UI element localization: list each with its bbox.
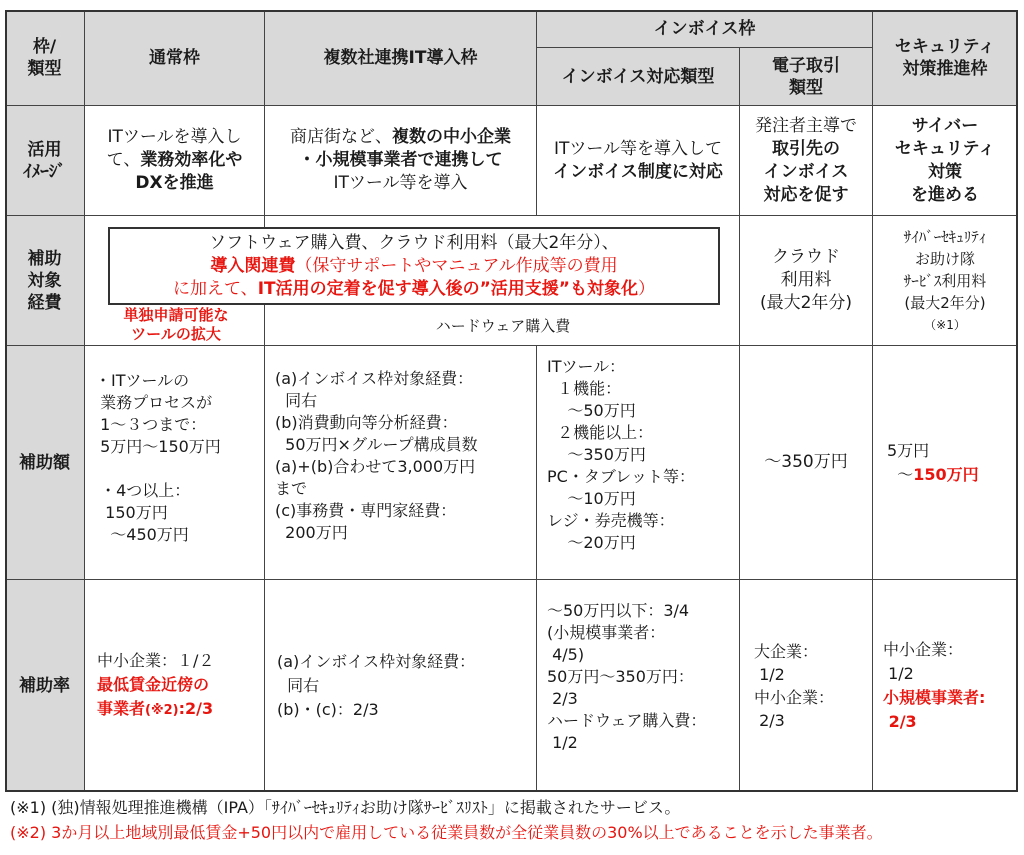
header-corner: 枠/ 類型 [5, 10, 85, 106]
katsuyo-invoice: ITツール等を導入して インボイス制度に対応 [537, 106, 740, 216]
header-invoice-group: インボイス枠 [537, 10, 873, 48]
ritsu-denshi: 大企業： 1/2 中小企業： 2/3 [740, 580, 873, 792]
keihi-security: ｻｲﾊﾞｰｾｷｭﾘﾃｨ お助け隊 ｻｰﾋﾞｽ利用料 (最大2年分) （※1） [873, 216, 1018, 346]
gaku-tsujo: ・ITツールの 業務プロセスが 1～３つまで： 5万円～150万円 ・4つ以上： 150万円 ～450万円 [85, 346, 265, 580]
keihi-denshi: クラウド 利用料 (最大2年分) [740, 216, 873, 346]
hardware-label: ハードウェア購入費 [435, 317, 571, 335]
katsuyo-denshi: 発注者主導で 取引先の インボイス 対応を促す [740, 106, 873, 216]
header-invoice-taio: インボイス対応類型 [537, 48, 740, 106]
gaku-denshi: ～350万円 [740, 346, 873, 580]
header-tsujo: 通常枠 [85, 10, 265, 106]
ritsu-fukusu: (a)インボイス枠対象経費： 同右 (b)・(c)：2/3 [265, 580, 537, 792]
ritsu-invoice: ～50万円以下：3/4 (小規模事業者： 4/5) 50万円～350万円： 2/3 ハードウェア購入費： 1/2 [537, 580, 740, 792]
gaku-invoice: ITツール： １機能： ～50万円 ２機能以上： ～350万円 PC・タブレット等： ～10万円 レジ・券売機等： ～20万円 [537, 346, 740, 580]
header-security: セキュリティ 対策推進枠 [873, 10, 1018, 106]
katsuyo-tsujo: ITツールを導入し て、業務効率化や DXを推進 [85, 106, 265, 216]
ritsu-security: 中小企業： 1/2 小規模事業者: 2/3 [873, 580, 1018, 792]
row-label-hojo-ritsu: 補助率 [5, 580, 85, 792]
row-label-hojo-gaku: 補助額 [5, 346, 85, 580]
ritsu-tsujo: 中小企業：１/２ 最低賃金近傍の 事業者(※2):2/3 [85, 580, 265, 792]
footnote-1: (※1) (独)情報処理推進機構（IPA）「ｻｲﾊﾞｰｾｷｭﾘﾃｨお助け隊ｻｰﾋﾞｽﾘｽﾄ」に掲載されたサービス。 [10, 798, 681, 817]
footnote-2: (※2) 3か月以上地域別最低賃金+50円以内で雇用している従業員数が全従業員数の30%以上であることを示した事業者。 [10, 823, 883, 842]
katsuyo-security: サイバー セキュリティ 対策 を進める [873, 106, 1018, 216]
single-tool-note: 単独申請可能な ツールの拡大 [123, 306, 229, 343]
header-fukusu: 複数社連携IT導入枠 [265, 10, 537, 106]
gaku-security: 5万円 ～150万円 [873, 346, 1018, 580]
header-denshi: 電子取引 類型 [740, 48, 873, 106]
row-label-hojo-keihi: 補助 対象 経費 [5, 216, 85, 346]
keihi-common-box: ソフトウェア購入費、クラウド利用料（最大2年分）、 導入関連費（保守サポートやマニュアル作成等の費用 に加えて、IT活用の定着を促す導入後の”活用支援”も対象化） [108, 227, 720, 305]
gaku-fukusu: (a)インボイス枠対象経費： 同右 (b)消費動向等分析経費： 50万円×グループ構成員数 (a)+(b)合わせて3,000万円 まで (c)事務費・専門家経費： 200万円 [265, 346, 537, 580]
row-label-katsuyo: 活用 ｲﾒｰｼﾞ [5, 106, 85, 216]
katsuyo-fukusu: 商店街など、複数の中小企業 ・小規模事業者で連携して ITツール等を導入 [265, 106, 537, 216]
